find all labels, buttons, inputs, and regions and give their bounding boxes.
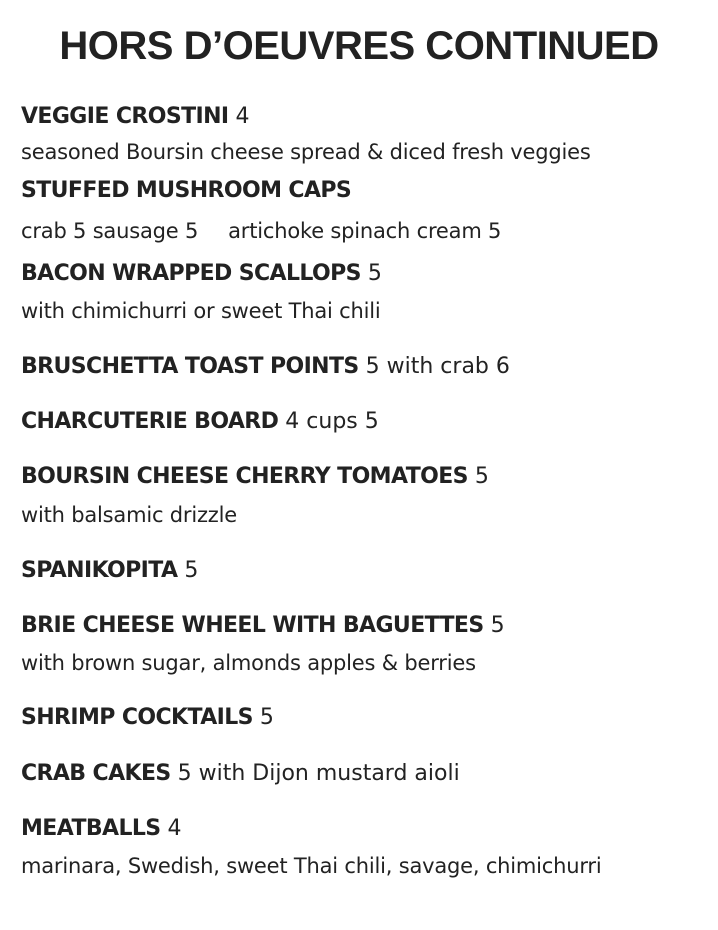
item-description: marinara, Swedish, sweet Thai chili, savage, chimichurri xyxy=(21,854,602,878)
item-name: SPANIKOPITA xyxy=(21,558,178,583)
item-name: BRIE CHEESE WHEEL WITH BAGUETTES xyxy=(21,613,484,638)
page-title: HORS D’OEUVRES CONTINUED xyxy=(59,24,659,68)
item-name: BOURSIN CHEESE CHERRY TOMATOES xyxy=(21,464,468,489)
item-price: 5 xyxy=(259,705,274,730)
menu-item-shrimp-cocktails xyxy=(21,703,274,733)
menu-item-meatballs xyxy=(21,814,182,844)
item-description: seasoned Boursin cheese spread & diced fresh veggies xyxy=(21,140,591,164)
menu-item-crab-cakes xyxy=(21,759,460,789)
item-name: SHRIMP COCKTAILS xyxy=(21,705,253,730)
item-name: STUFFED MUSHROOM CAPS xyxy=(21,178,352,203)
menu-item-charcuterie-board xyxy=(21,407,379,437)
item-price: 5 with crab 6 xyxy=(365,354,510,379)
item-name: CRAB CAKES xyxy=(21,761,171,786)
item-price: 5 xyxy=(184,558,199,583)
item-description: with chimichurri or sweet Thai chili xyxy=(21,299,381,323)
menu-item-boursin-cheese-cherry-tomatoes xyxy=(21,462,489,492)
item-price: 4 cups 5 xyxy=(285,409,379,434)
menu-item-bacon-wrapped-scallops xyxy=(21,259,382,289)
menu-item-veggie-crostini xyxy=(21,102,249,132)
item-price: 5 with Dijon mustard aioli xyxy=(177,761,460,786)
item-description: with brown sugar, almonds apples & berries xyxy=(21,651,476,675)
item-option-group: artichoke spinach cream 5 xyxy=(228,219,502,243)
item-name: BRUSCHETTA TOAST POINTS xyxy=(21,354,359,379)
item-price: 4 xyxy=(167,816,182,841)
item-price: 4 xyxy=(235,104,250,129)
item-name: VEGGIE CROSTINI xyxy=(21,104,229,129)
menu-item-spanikopita xyxy=(21,556,198,586)
item-option-group: crab 5 sausage 5 xyxy=(21,219,199,243)
item-price: 5 xyxy=(490,613,505,638)
item-name: MEATBALLS xyxy=(21,816,161,841)
item-name: BACON WRAPPED SCALLOPS xyxy=(21,261,361,286)
menu-item-stuffed-mushroom-caps xyxy=(21,176,351,206)
menu-item-bruschetta-toast-points xyxy=(21,352,510,382)
item-description: with balsamic drizzle xyxy=(21,503,237,527)
item-name: CHARCUTERIE BOARD xyxy=(21,409,279,434)
item-price: 5 xyxy=(367,261,382,286)
item-price: 5 xyxy=(474,464,489,489)
menu-item-brie-cheese-wheel xyxy=(21,611,505,641)
item-description xyxy=(21,216,501,246)
